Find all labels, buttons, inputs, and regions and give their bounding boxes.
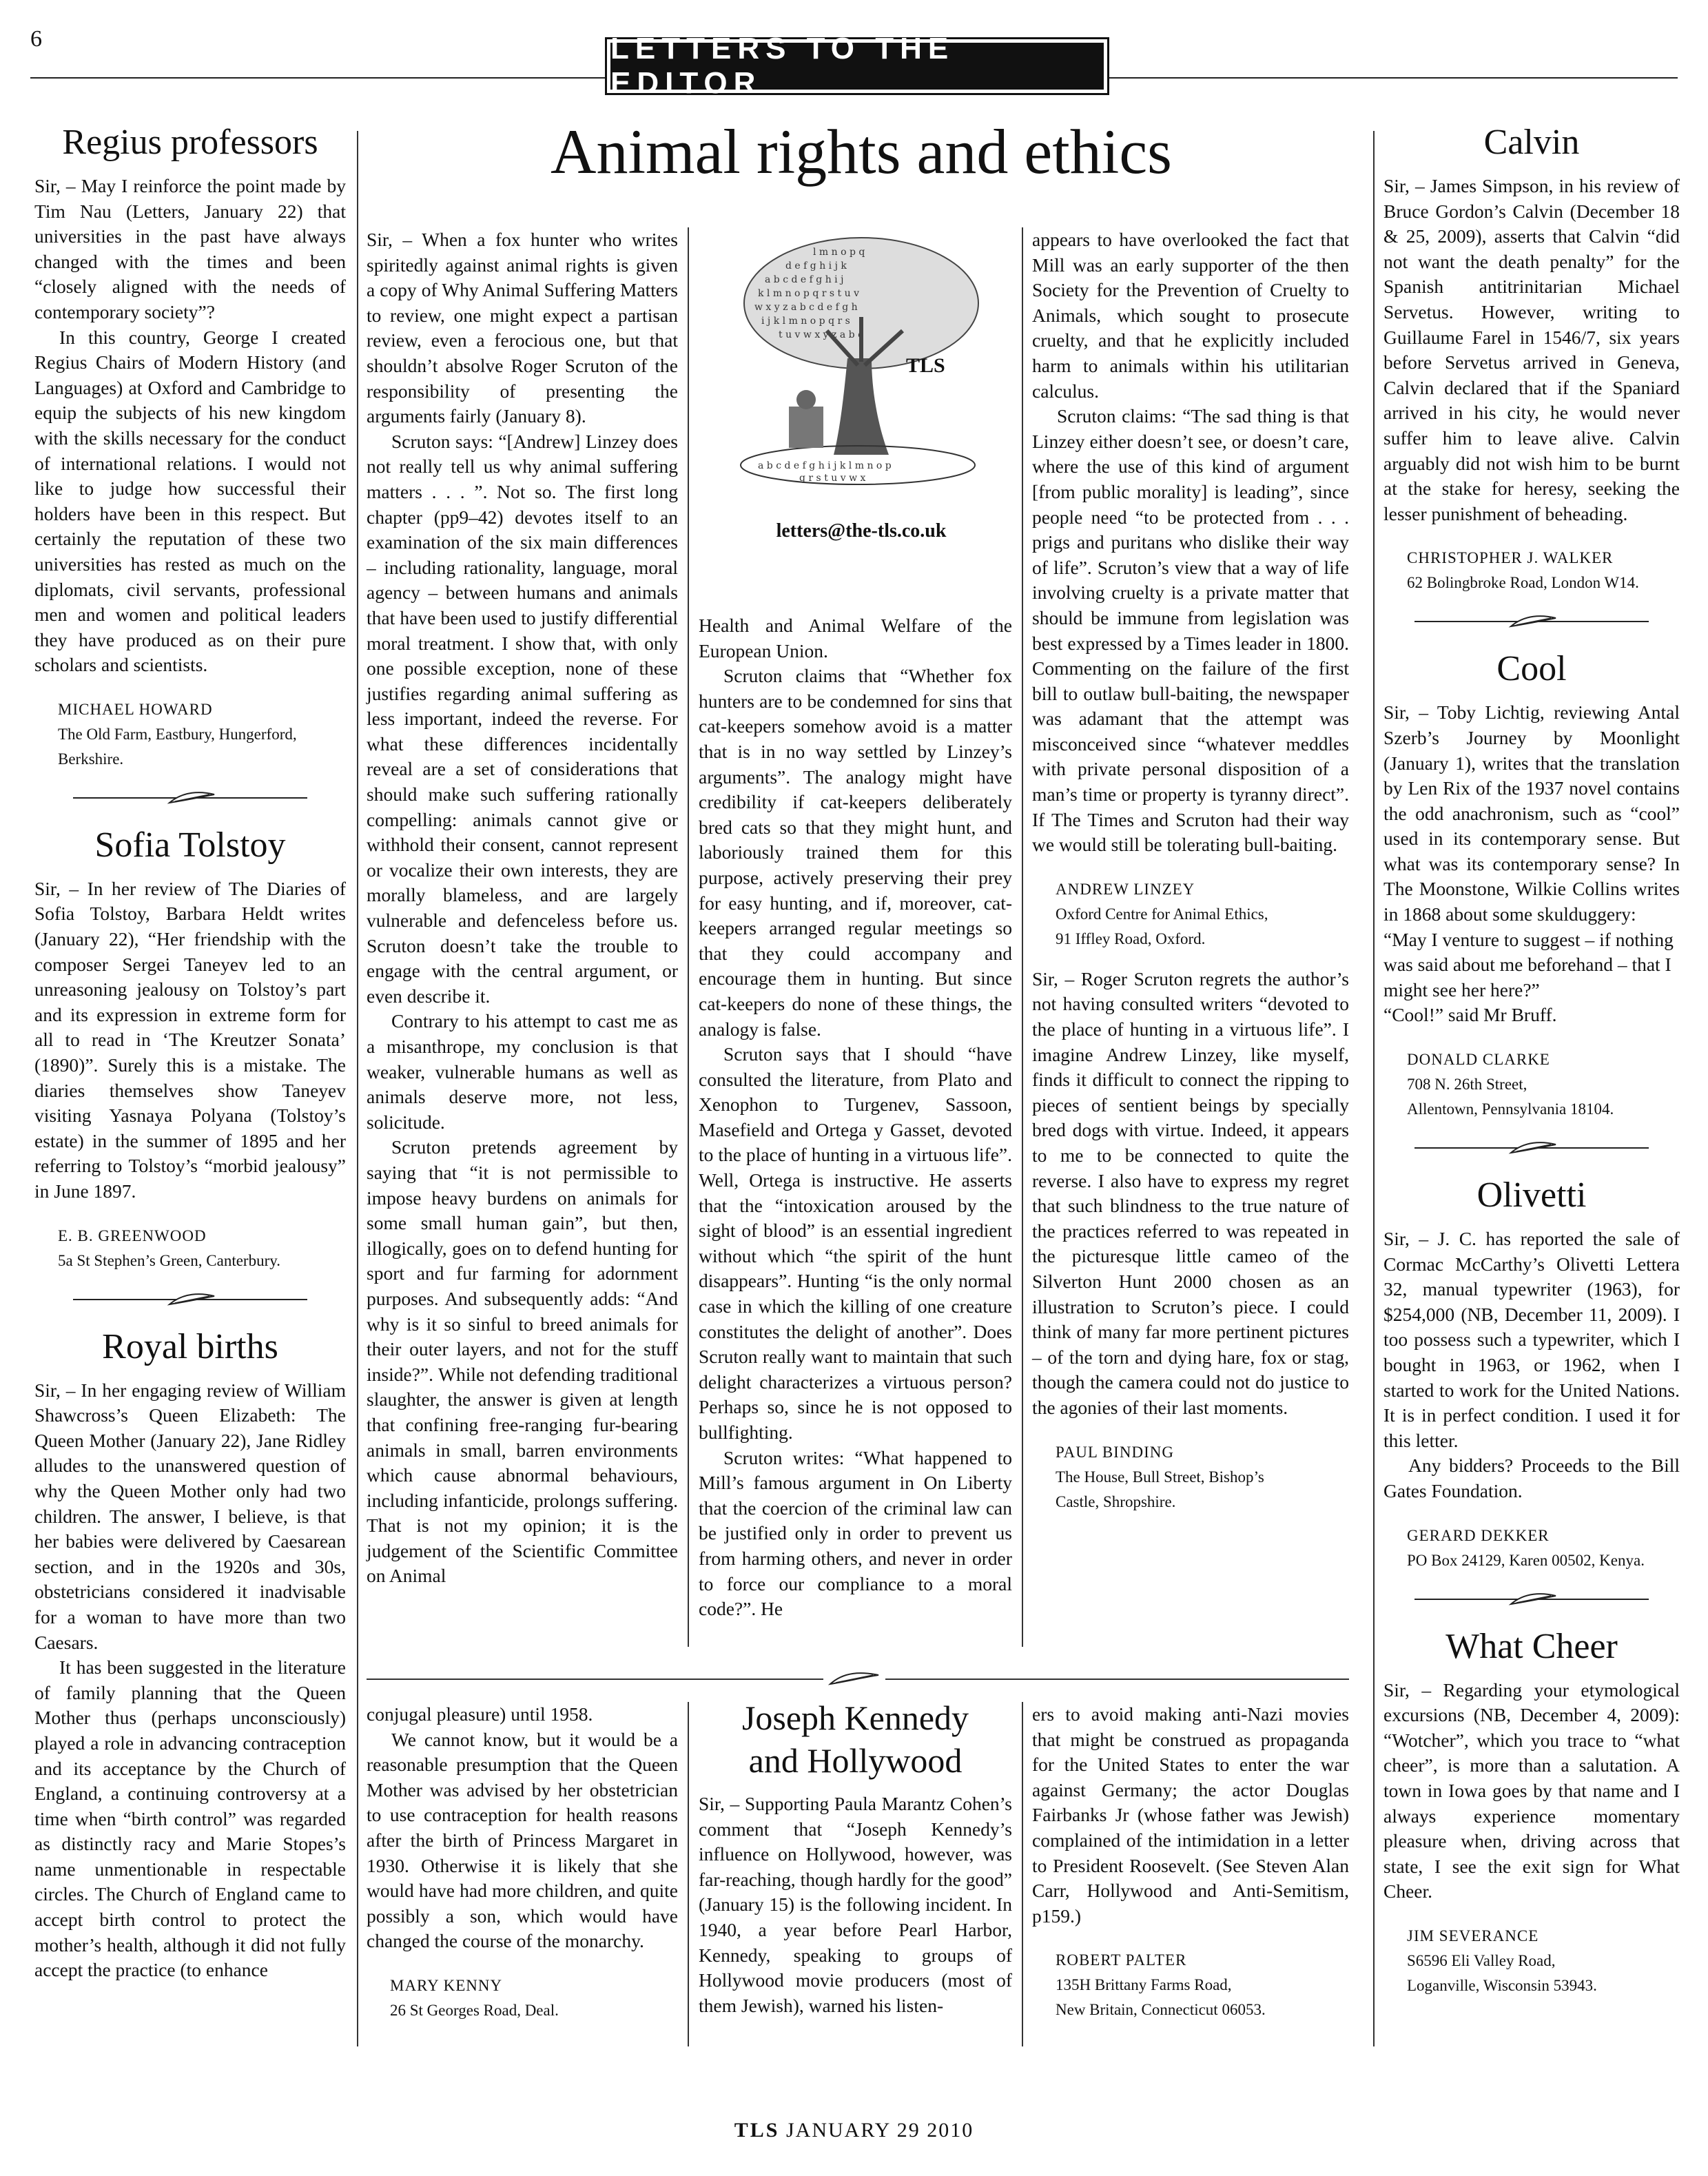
linzey-para: Contrary to his attempt to cast me as a misanthrope, my conclusion is that weaker, vulnerable humans as well as animals deserve more, not less, solicitude. bbox=[367, 1010, 678, 1133]
signature-address: The House, Bull Street, Bishop’s bbox=[1056, 1468, 1264, 1486]
linzey-para: Scruton claims: “The sad thing is that Linzey either doesn’t see, or doesn’t care, where the use of this kind of argument [from public morality] is leading”, since people need “to be protected from . . . prigs and puritans who dislike their way of life”. Scruton’s view that a way of life involving cruelty is a private matter that should be immune from legislation was best expressed by a Times leader in 1800. Commenting on the failure of the first bill to outlaw bull-baiting, the newspaper was adamant that the attempt was misconceived since “whatever meddles with private personal disposition of a man’s time or property is tyranny direct”. If The Times and Scruton had their way we would still be tolerating bull-baiting. bbox=[1032, 405, 1349, 856]
page-number: 6 bbox=[30, 26, 42, 52]
signature-address: The Old Farm, Eastbury, Hungerford, bbox=[58, 725, 297, 743]
kennedy-para: Sir, – Supporting Paula Marantz Cohen’s comment that “Joseph Kennedy’s influence on Hollywood, however, was far-reaching, though hardly for the good” (January 15) is the following incident. In 1940, a year before Pearl Harbor, Kennedy, speaking to groups of Hollywood movie producers (most of them Jewish), warned his listen- bbox=[699, 1793, 1012, 2016]
cheer-title: What Cheer bbox=[1445, 1626, 1618, 1666]
signature-name: ROBERT PALTER bbox=[1056, 1951, 1187, 1969]
signature-name: JIM SEVERANCE bbox=[1407, 1927, 1539, 1944]
signature-address: Oxford Centre for Animal Ethics, bbox=[1056, 905, 1268, 923]
quill-ornament-icon bbox=[1394, 1589, 1669, 1610]
binding-para: Sir, – Roger Scruton regrets the author’s not having consulted writers “devoted to the place of hunting in a virtuous life”. I imagine Andrew Linzey, like myself, finds it difficult to connect the ripping to pieces of sentient beings by specially bred dogs with virtue. Indeed, it appears to me to be connected to quite the reverse. I also have to express my regret that such blindness to the true nature of the practices referred to was repeated in the picturesque little cameo of the Silverton Hunt 2000 chosen as an illustration to Scruton’s piece. I could think of many far more pertinent pictures – of the torn and dying hare, fox or stag, though the camera could not do justice to the agonies of their last moments. bbox=[1032, 967, 1349, 1418]
ornament-divider bbox=[34, 783, 346, 813]
column-rule bbox=[357, 131, 358, 2046]
linzey-para: Sir, – When a fox hunter who writes spiritedly against animal rights is given a copy of Why Animal Suffering Matters to review, one might expect a partisan review, even a ferocious one, but that shouldn’t absolve Roger Scruton of the responsibility of presenting the arguments fairly (January 8). bbox=[367, 229, 678, 427]
ornament-divider bbox=[1383, 1133, 1680, 1163]
svg-text:i j k l m n o p q r s: i j k l m n o p q r s bbox=[761, 316, 850, 327]
footer-brand: TLS bbox=[734, 2119, 780, 2142]
svg-text:l m n o p q: l m n o p q bbox=[813, 247, 865, 258]
quill-ornament-icon bbox=[823, 1667, 885, 1690]
regius-para: Sir, – May I reinforce the point made by Tim Nau (Letters, January 22) that universities in the past have always changed with the times and been “closely aligned with the needs of contemporary society”? bbox=[34, 175, 346, 322]
svg-text:d e f g h i j k: d e f g h i j k bbox=[785, 260, 847, 271]
binding-signature bbox=[1056, 1440, 1349, 1515]
regius-para: In this country, George I created Regius Chairs of Modern History (and Languages) at Oxford and Cambridge to equip the subjects of his new kingdom with the skills necessary for the conduct of international relations. I would not like to judge how successful their holders have been in this respect. But certainly the reputation of these two universities has rested as much on the diplomats, civil servants, professional men and women and political leaders they have produced as on their pure scholars and scientists. bbox=[34, 326, 346, 676]
signature-name: PAUL BINDING bbox=[1056, 1443, 1174, 1461]
cool-title: Cool bbox=[1496, 649, 1567, 689]
linzey-para: Health and Animal Welfare of the European Union. bbox=[699, 615, 1012, 661]
signature-address: New Britain, Connecticut 06053. bbox=[1056, 2001, 1266, 2019]
letters-email: letters@the-tls.co.uk bbox=[776, 520, 947, 542]
royal-para: conjugal pleasure) until 1958. bbox=[367, 1703, 593, 1725]
tls-logo-text: TLS bbox=[906, 354, 945, 377]
olivetti-para: Any bidders? Proceeds to the Bill Gates Foundation. bbox=[1383, 1455, 1680, 1501]
left-column bbox=[34, 121, 346, 1983]
cheer-signature bbox=[1407, 1924, 1680, 1998]
signature-address: Berkshire. bbox=[58, 750, 124, 768]
royal-para: Sir, – In her engaging review of William Shawcross’s Queen Elizabeth: The Queen Mother (January 22), Jane Ridley alludes to the unanswered question of why the Queen Mother only had two children. The answer, I believe, is that her babies were delivered by Caesarean section, and in the 1920s and 30s, obstetricians considered it inadvisable for a woman to have more than two Caesars. bbox=[34, 1379, 346, 1653]
page-footer bbox=[0, 2119, 1708, 2142]
regius-title: Regius professors bbox=[62, 123, 318, 162]
linzey-signature bbox=[1056, 877, 1349, 952]
svg-text:a b c d e f g h i j k l m n o: a b c d e f g h i j k l m n o p bbox=[758, 460, 892, 471]
calvin-signature bbox=[1407, 546, 1680, 595]
kennedy-letter bbox=[699, 1696, 1012, 2018]
center-column-1 bbox=[367, 227, 678, 1589]
center-column-3 bbox=[1032, 227, 1349, 1515]
tolstoy-title: Sofia Tolstoy bbox=[94, 825, 286, 865]
signature-name: ANDREW LINZEY bbox=[1056, 880, 1195, 898]
calvin-title: Calvin bbox=[1483, 123, 1580, 162]
linzey-para: Scruton says that I should “have consulted the literature, from Plato and Xenophon to Turgenev, Sassoon, Masefield and Ortega y Gasset, devoted to the place of hunting in a virtuous life”. Well, Ortega is instructive. He asserts that the “intoxication aroused by the sight of blood” is an essential ingredient without which “the spirit of the hunt disappears”. Hunting “is the only normal case in which the killing of one creature constitutes the delight of another”. Does Scruton really want to maintain that such delight characterizes a virtuous person? Perhaps so, since he is not opposed to bullfighting. bbox=[699, 1043, 1012, 1443]
linzey-para: Scruton pretends agreement by saying that “it is not permissible to impose heavy burdens on animals for some small human gain”, but then, illogically, goes on to defend hunting for sport and fur farming for adornment purposes. And subsequently adds: “And why is it so sinful to breed animals for their outer layers, and not for the stuff inside?”. While not defending traditional slaughter, the answer is given at length that confining free-ranging fur-bearing animals in small, barren environments which cause abnormal behaviours, including infanticide, prolongs suffering. That is not my opinion; it is the judgement of the Scientific Committee on Animal bbox=[367, 1136, 678, 1587]
signature-name: E. B. GREENWOOD bbox=[58, 1226, 207, 1244]
center-column-2 bbox=[699, 613, 1012, 1622]
royal-continuation bbox=[367, 1702, 678, 2023]
tolstoy-signature bbox=[58, 1224, 346, 1273]
cool-para: Sir, – Toby Lichtig, reviewing Antal Szerb’s Journey by Moonlight (January 1), writes that the translation by Len Rix of the 1937 novel contains the odd anachronism, such as “cool” used in its contemporary sense. But what was its contemporary sense? In The Moonstone, Wilkie Collins writes in 1868 about some skulduggery: bbox=[1383, 701, 1680, 925]
svg-text:t u v w x y z a b c: t u v w x y z a b c bbox=[779, 329, 863, 340]
right-column bbox=[1383, 121, 1680, 1998]
signature-address: Loganville, Wisconsin 53943. bbox=[1407, 1976, 1597, 1994]
signature-name: MARY KENNY bbox=[390, 1976, 503, 1994]
linzey-para: appears to have overlooked the fact that Mill was an early supporter of the then Society for the Prevention of Cruelty to Animals, which sought to prosecute cruelty, and that he explicitly included harm to animals within his utilitarian calculus. bbox=[1032, 229, 1349, 402]
kennedy-title-line: and Hollywood bbox=[748, 1741, 963, 1780]
linzey-para: Scruton writes: “What happened to Mill’s famous argument in On Liberty that the coercion of the criminal law can be justified only in order to prevent us from harming others, and never in order to force our compliance to a moral code?”. He bbox=[699, 1446, 1012, 1620]
olivetti-signature bbox=[1407, 1523, 1680, 1573]
signature-name: DONALD CLARKE bbox=[1407, 1051, 1550, 1069]
signature-address: 708 N. 26th Street, bbox=[1407, 1076, 1527, 1094]
signature-address: 26 St Georges Road, Deal. bbox=[390, 2001, 559, 2019]
linzey-para: Scruton claims that “Whether fox hunters are to be condemned for sins that cat-keepers somehow avoid is a matter that is in no way settled by Linzey’s arguments”. The analogy might have credibility if cat-keepers deliberately bred cats so that they might hunt, and laboriously trained them for this purpose, actively preserving their prey for easy hunting, and if, moreover, cat-keepers arranged regular meetings so that they could accompany and encourage them in hunting. But since cat-keepers do none of these things, the analogy is false. bbox=[699, 665, 1012, 1040]
ornament-divider bbox=[1383, 606, 1680, 637]
column-rule bbox=[1022, 227, 1023, 1647]
signature-address: 62 Bolingbroke Road, London W14. bbox=[1407, 574, 1639, 592]
kennedy-title bbox=[699, 1696, 1012, 1782]
quill-ornament-icon bbox=[1394, 611, 1669, 632]
ornament-divider bbox=[34, 1284, 346, 1315]
signature-name: GERARD DEKKER bbox=[1407, 1526, 1550, 1544]
footer-date: JANUARY 29 2010 bbox=[785, 2119, 974, 2142]
column-rule bbox=[1373, 131, 1375, 2046]
calvin-para: Sir, – James Simpson, in his review of Bruce Gordon’s Calvin (December 18 & 25, 2009), asserts that Calvin “did not want the death penalty” for the Spanish antitrinitarian Michael Servetus. However, writing to Guillaume Farel in 1546/7, six years before Servetus arrived in Geneva, Calvin declared that if the Spaniard arrived in his city, he would never suffer him to leave alive. Calvin arguably did not wish him to be burnt at the stake for heresy, seeking the lesser punishment of beheading. bbox=[1383, 175, 1680, 524]
main-headline: Animal rights and ethics bbox=[551, 116, 1172, 187]
column-rule bbox=[688, 1702, 689, 2046]
svg-text:w x y z a b c d e f g h: w x y z a b c d e f g h bbox=[754, 302, 858, 313]
tolstoy-para: Sir, – In her review of The Diaries of Sofia Tolstoy, Barbara Heldt writes (January 22), “Her friendship with the composer Sergei Taneyev led to an unreasoning jealousy on Tolstoy’s part and its expression in extreme form for all to read in ‘The Kreutzer Sonata’ (1890)”. Surely this is a mistake. The diaries themselves show Taneyev visiting Yasnaya Polyana (Tolstoy’s estate) in the summer of 1895 and her referring to Tolstoy’s “morbid jealousy” in June 1897. bbox=[34, 877, 346, 1202]
tree-reader-illustration bbox=[723, 227, 992, 503]
column-rule bbox=[1022, 1702, 1023, 2046]
signature-name: MICHAEL HOWARD bbox=[58, 700, 213, 718]
ornament-divider bbox=[1383, 1584, 1680, 1614]
signature-address: Allentown, Pennsylvania 18104. bbox=[1407, 1100, 1614, 1118]
regius-signature bbox=[58, 697, 346, 772]
royal-para: It has been suggested in the literature of family planning that the Queen Mother thus (perhaps unconsciously) played a role in advancing contraception and its acceptance by the Church of England, a continuing controversy at a time when “birth control” was regarded as distinctly racy and Marie Stopes’s name unmentionable in respectable circles. The Church of England came to accept birth control to protect the mother’s health, although it did not fully accept the practice (to enhance bbox=[34, 1656, 346, 1981]
quill-ornament-icon bbox=[52, 1289, 328, 1310]
svg-text:a b c d e f g h i j: a b c d e f g h i j bbox=[765, 274, 844, 285]
signature-address: 5a St Stephen’s Green, Canterbury. bbox=[58, 1251, 280, 1269]
royal-title: Royal births bbox=[102, 1326, 278, 1366]
quill-ornament-icon bbox=[1394, 1138, 1669, 1158]
linzey-para: Scruton says: “[Andrew] Linzey does not really tell us why animal suffering matters . . . ”. Not so. The first long chapter (pp9–42) devotes itself to an examination of the six main differences – including rationality, language, moral agency – between humans and animals that have been used to justify differential moral treatment. I show that, with only one possible exception, none of these justifies regarding animal suffering as less important, indeed the reverse. For what these differences incidentally reveal are a set of considerations that should make such suffering rationally compelling: animals cannot give or withhold their consent, cannot represent or vocalize their own interests, they are morally blameless, and are largely vulnerable and defenceless before us. Scruton doesn’t take the trouble to engage with the central argument, or even describe it. bbox=[367, 430, 678, 1007]
kennedy-para: ers to avoid making anti-Nazi movies that might be construed as propaganda for the United States to enter the war against Germany; the actor Douglas Fairbanks Jr (whose father was Jewish) complained of the intimidation in a letter to President Roosevelt. (See Steven Alan Carr, Hollywood and Anti-Semitism, p159.) bbox=[1032, 1703, 1349, 1927]
signature-address: PO Box 24129, Karen 00502, Kenya. bbox=[1407, 1551, 1645, 1569]
kennedy-continuation bbox=[1032, 1702, 1349, 2022]
olivetti-title: Olivetti bbox=[1477, 1176, 1587, 1215]
cheer-para: Sir, – Regarding your etymological excursions (NB, December 4, 2009): “Wotcher”, which you trace to “what cheer”, is more than a salutation. A town in Iowa goes by that name and I always experience momentary pleasure when, driving across that state, I see the exit sign for What Cheer. bbox=[1383, 1679, 1680, 1902]
kennedy-signature bbox=[1056, 1948, 1349, 2022]
quill-ornament-icon bbox=[52, 788, 328, 808]
cool-quote: “May I venture to suggest – if nothing was said about me beforehand – that I might see her here?” bbox=[1383, 928, 1674, 1000]
signature-address: S6596 Eli Valley Road, bbox=[1407, 1951, 1556, 1969]
svg-text:k l m n o p q r s t u v: k l m n o p q r s t u v bbox=[758, 288, 859, 299]
kennedy-title-line: Joseph Kennedy bbox=[741, 1698, 969, 1737]
column-rule bbox=[688, 227, 689, 1647]
cool-quote: “Cool!” said Mr Bruff. bbox=[1383, 1004, 1557, 1026]
cool-signature bbox=[1407, 1047, 1680, 1122]
section-banner-label: LETTERS TO THE EDITOR bbox=[610, 43, 1104, 90]
royal-para: We cannot know, but it would be a reasonable presumption that the Queen Mother was advised by her obstetrician to use contraception for health reasons after the birth of Princess Margaret in 1930. Otherwise it is likely that she would have had more children, and quite possibly a son, which would have changed the course of the monarchy. bbox=[367, 1728, 678, 1952]
signature-address: 91 Iffley Road, Oxford. bbox=[1056, 930, 1206, 947]
olivetti-para: Sir, – J. C. has reported the sale of Cormac McCarthy’s Olivetti Lettera 32, manual typewriter (1963), for $254,000 (NB, December 11, 2009). I too possess such a typewriter, which I bought in 1963, or 1962, when I started to work for the United Nations. It is in perfect condition. I used it for this letter. bbox=[1383, 1228, 1680, 1451]
royal-signature bbox=[390, 1973, 678, 2023]
section-banner bbox=[605, 32, 1109, 100]
signature-address: 135H Brittany Farms Road, bbox=[1056, 1976, 1232, 1994]
signature-address: Castle, Shropshire. bbox=[1056, 1492, 1176, 1510]
signature-name: CHRISTOPHER J. WALKER bbox=[1407, 549, 1614, 567]
svg-text:q r s t u v w x: q r s t u v w x bbox=[799, 473, 866, 484]
